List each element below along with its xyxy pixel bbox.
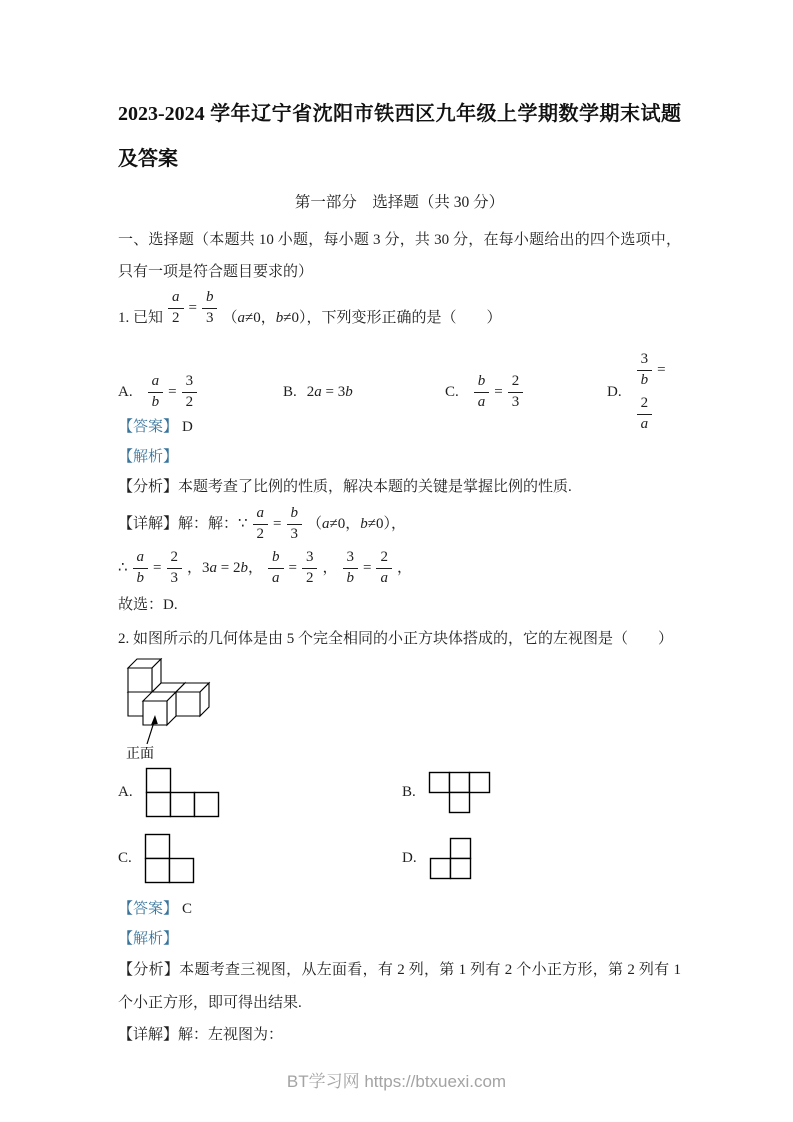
section-heading: 第一部分 选择题（共 30 分） — [294, 194, 505, 211]
q1-answer-value: D — [182, 419, 193, 435]
intro-text: 一、选择题（本题共 10 小题，每小题 3 分，共 30 分，在每小题给出的四个选项中，只有一项是符合题目要求的） — [118, 232, 681, 280]
q1-analysis-marker: 【解析】 — [118, 449, 179, 465]
q2-options — [118, 764, 681, 886]
q2-option-d-shape — [429, 837, 472, 880]
q1-option-b-math: 2a = 3b — [306, 384, 353, 400]
q2-option-c-label: C. — [118, 849, 132, 866]
q1-analysis-line — [118, 472, 681, 502]
q2-answer-value: C — [182, 901, 193, 917]
q1-stem: 1. 已知 $\frac{a}{2}$ = $\frac{b}{3}$ （a≠0，b≠0），下列变形正确的是（ ） — [118, 289, 502, 327]
q2-cube-figure — [118, 658, 681, 762]
q2-option-d — [402, 830, 681, 886]
q2-answer-line — [118, 894, 681, 924]
q2-analysis-marker: 【解析】 — [118, 931, 179, 947]
q1-option-a — [118, 370, 283, 414]
footer-watermark: BT学习网 https://btxuexi.com — [286, 1072, 507, 1091]
page-title: 2023-2024 学年辽宁省沈阳市铁西区九年级上学期数学期末试题及答案 — [118, 103, 681, 170]
q2-detail-tag: 【详解】 — [118, 1027, 179, 1043]
q2-analysis-text: 本题考查三视图，从左面看，有 2 列，第 1 列有 2 个小正方形，第 2 列有 1 个小正方形，即可得出结果. — [118, 962, 681, 1011]
q2-detail-text: 解：左视图为： — [178, 1027, 284, 1043]
q1-detail-line2: ∴ $\frac{a}{b}$ = $\frac{2}{3}$ ，3a = 2b， $\frac{b}{a}$ = $\frac{3}{2}$ ， $\frac{3}{b}$ = $\frac{2}{a}$ ， — [118, 549, 412, 587]
q1-option-d-math: $\frac{3}{b}$ = $\frac{2}{a}$ — [632, 348, 681, 436]
q2-option-d-label: D. — [402, 849, 417, 866]
q1-analysis-tag: 【分析】 — [118, 479, 179, 495]
q1-option-c-math: $\frac{b}{a}$ = $\frac{2}{3}$ — [469, 370, 528, 414]
q1-option-b-label: B. — [283, 383, 297, 400]
q1-analysis-heading — [118, 442, 681, 472]
q1-detail-line1: 【详解】解：解：∵ $\frac{a}{2}$ = $\frac{b}{3}$ （a≠0，b≠0）， — [118, 505, 406, 543]
q1-option-c-label: C. — [445, 383, 459, 400]
q1-option-c — [445, 370, 607, 414]
q2-stem: 2. 如图所示的几何体是由 5 个完全相同的小正方块体搭成的，它的左视图是（ ） — [118, 631, 674, 647]
q2-analysis-heading — [118, 924, 681, 954]
q1-option-a-label: A. — [118, 383, 133, 400]
q1-analysis-text: 本题考查了比例的性质，解决本题的关键是掌握比例的性质. — [178, 479, 572, 495]
q1-answer-marker: 【答案】 — [118, 419, 179, 435]
q2-analysis-line — [118, 954, 681, 1020]
q2-option-a — [118, 764, 402, 820]
q2-option-c — [118, 830, 402, 886]
q2-answer-marker: 【答案】 — [118, 901, 179, 917]
q1-answer-line — [118, 412, 681, 442]
q1-conclusion: 故选：D. — [118, 597, 178, 613]
q2-option-b-shape — [428, 771, 491, 814]
q2-option-b-label: B. — [402, 783, 416, 800]
svg-text:正面: 正面 — [126, 747, 154, 762]
q2-analysis-tag: 【分析】 — [118, 962, 180, 978]
q1-option-a-math: $\frac{a}{b}$ = $\frac{3}{2}$ — [143, 370, 202, 414]
q2-option-b — [402, 764, 681, 820]
q2-detail-line — [118, 1020, 681, 1050]
q2-option-a-shape — [145, 767, 220, 818]
q2-option-c-shape — [144, 833, 195, 884]
q1-option-d — [607, 348, 681, 436]
q1-option-b — [283, 370, 445, 414]
q1-option-d-label: D. — [607, 383, 622, 400]
q2-option-a-label: A. — [118, 783, 133, 800]
